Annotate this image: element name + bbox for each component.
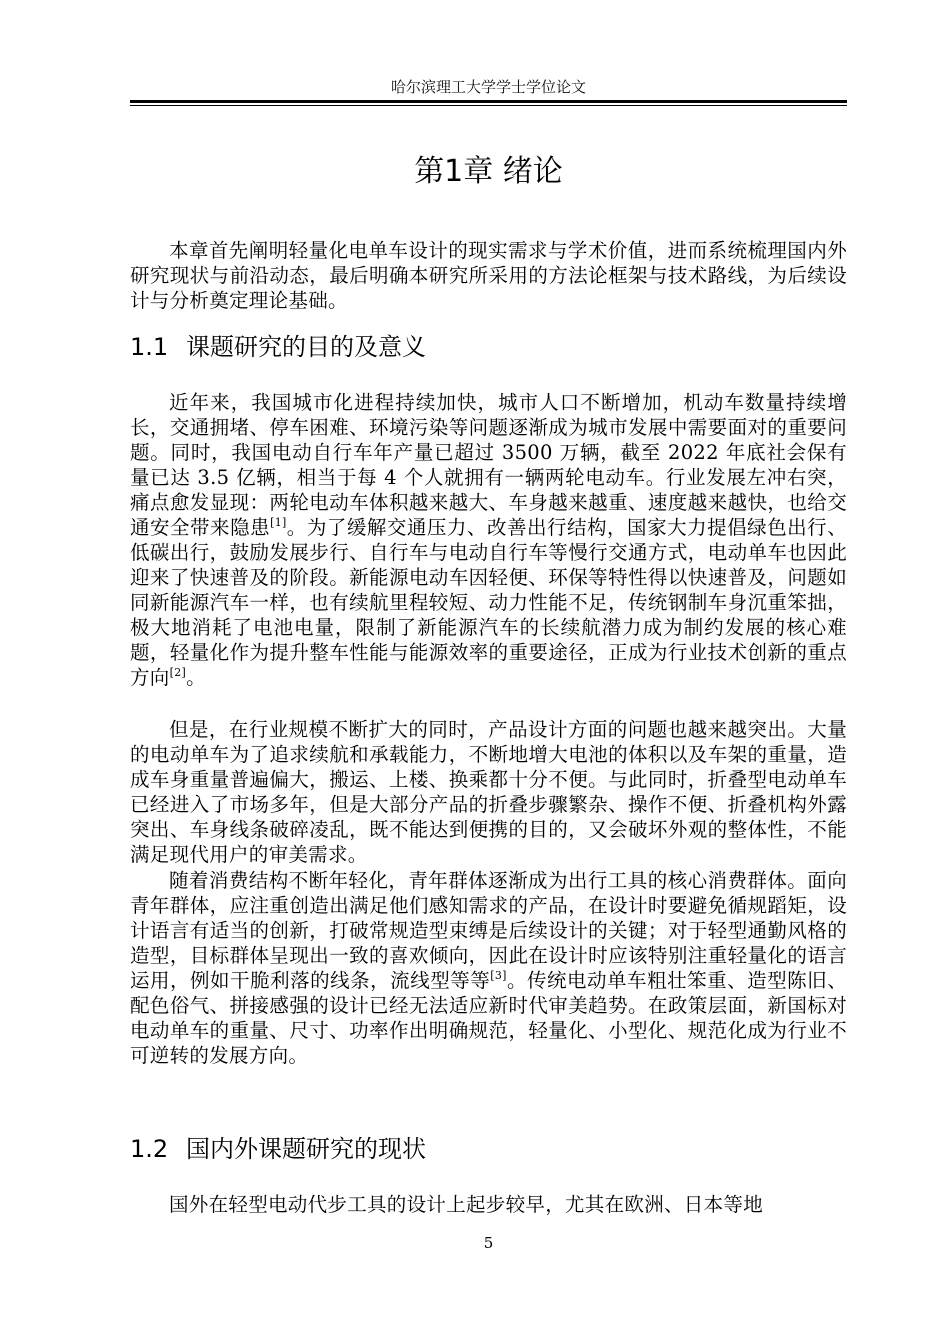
citation-ref-1: [1]: [270, 516, 287, 529]
paragraph-text: 。传统电动单车粗壮笨重、造型陈旧、配色俗气、拼接感强的设计已经无法适应新时代审美趋势。在政策层面，新国标对电动单车的重量、尺寸、功率作出明确规范，轻量化、小型化、规范化成为行业不可逆转的发展方向。: [130, 969, 847, 1067]
section-heading-1-2: [130, 1133, 426, 1165]
paragraph-text: 随着消费结构不断年轻化，青年群体逐渐成为出行工具的核心消费群体。面向青年群体，应注重创造出满足他们感知需求的产品，在设计时要避免循规蹈矩，设计语言有适当的创新，打破常规造型束缚是后续设计的关键；对于轻型通勤风格的造型，目标群体呈现出一致的喜欢倾向，因此在设计时应该特别注重轻量化的语言运用，例如干脆利落的线条，流线型等等: [130, 869, 847, 992]
paragraph-text: 。: [186, 666, 206, 689]
header-rule-thin: [130, 105, 847, 106]
running-header: 哈尔滨理工大学学士学位论文: [390, 78, 586, 96]
page-number: 5: [483, 1234, 494, 1252]
intro-paragraph: 本章首先阐明轻量化电单车设计的现实需求与学术价值，进而系统梳理国内外研究现状与前沿动态，最后明确本研究所采用的方法论框架与技术路线，为后续设计与分析奠定理论基础。: [130, 239, 847, 312]
body-paragraph-4: 国外在轻型电动代步工具的设计上起步较早，尤其在欧洲、日本等地: [169, 1193, 764, 1216]
section-number: 1.1: [130, 333, 169, 361]
section-heading-1-1: [130, 331, 426, 363]
body-paragraph-2: 但是，在行业规模不断扩大的同时，产品设计方面的问题也越来越突出。大量的电动单车为了追求续航和承载能力，不断地增大电池的体积以及车架的重量，造成车身重量普遍偏大，搬运、上楼、换乘都十分不便。与此同时，折叠型电动单车已经进入了市场多年，但是大部分产品的折叠步骤繁杂、操作不便、折叠机构外露突出、车身线条破碎凌乱，既不能达到便携的目的，又会破坏外观的整体性，不能满足现代用户的审美需求。: [130, 718, 847, 866]
header-rule-thick: [130, 100, 847, 103]
section-number: 1.2: [130, 1135, 169, 1163]
chapter-title: 第1章 绪论: [414, 154, 563, 189]
section-title: 国内外课题研究的现状: [186, 1135, 426, 1163]
paragraph-text: 。为了缓解交通压力、改善出行结构，国家大力提倡绿色出行、低碳出行，鼓励发展步行、自行车与电动自行车等慢行交通方式，电动单车也因此迎来了快速普及的阶段。新能源电动车因轻便、环保等特性得以快速普及，问题如同新能源汽车一样，也有续航里程较短、动力性能不足，传统钢制车身沉重笨拙，极大地消耗了电池电量，限制了新能源汽车的长续航潜力成为制约发展的核心难题，轻量化作为提升整车性能与能源效率的重要途径，正成为行业技术创新的重点方向: [130, 516, 847, 689]
body-paragraph-3: [130, 868, 847, 1068]
section-title: 课题研究的目的及意义: [186, 333, 426, 361]
citation-ref-3: [3]: [490, 969, 507, 982]
body-paragraph-1: [130, 390, 847, 690]
paragraph-text: 近年来，我国城市化进程持续加快，城市人口不断增加，机动车数量持续增长，交通拥堵、停车困难、环境污染等问题逐渐成为城市发展中需要面对的重要问题。同时，我国电动自行车年产量已超过 3500 万辆，截至 2022 年底社会保有量已达 3.5 亿辆，相当于每 4 个人就拥有一辆两轮电动车。行业发展左冲右突，痛点愈发显现：两轮电动车体积越来越大、车身越来越重、速度越来越快，也给交通安全带来隐患: [130, 391, 847, 539]
citation-ref-2: [2]: [169, 666, 187, 679]
